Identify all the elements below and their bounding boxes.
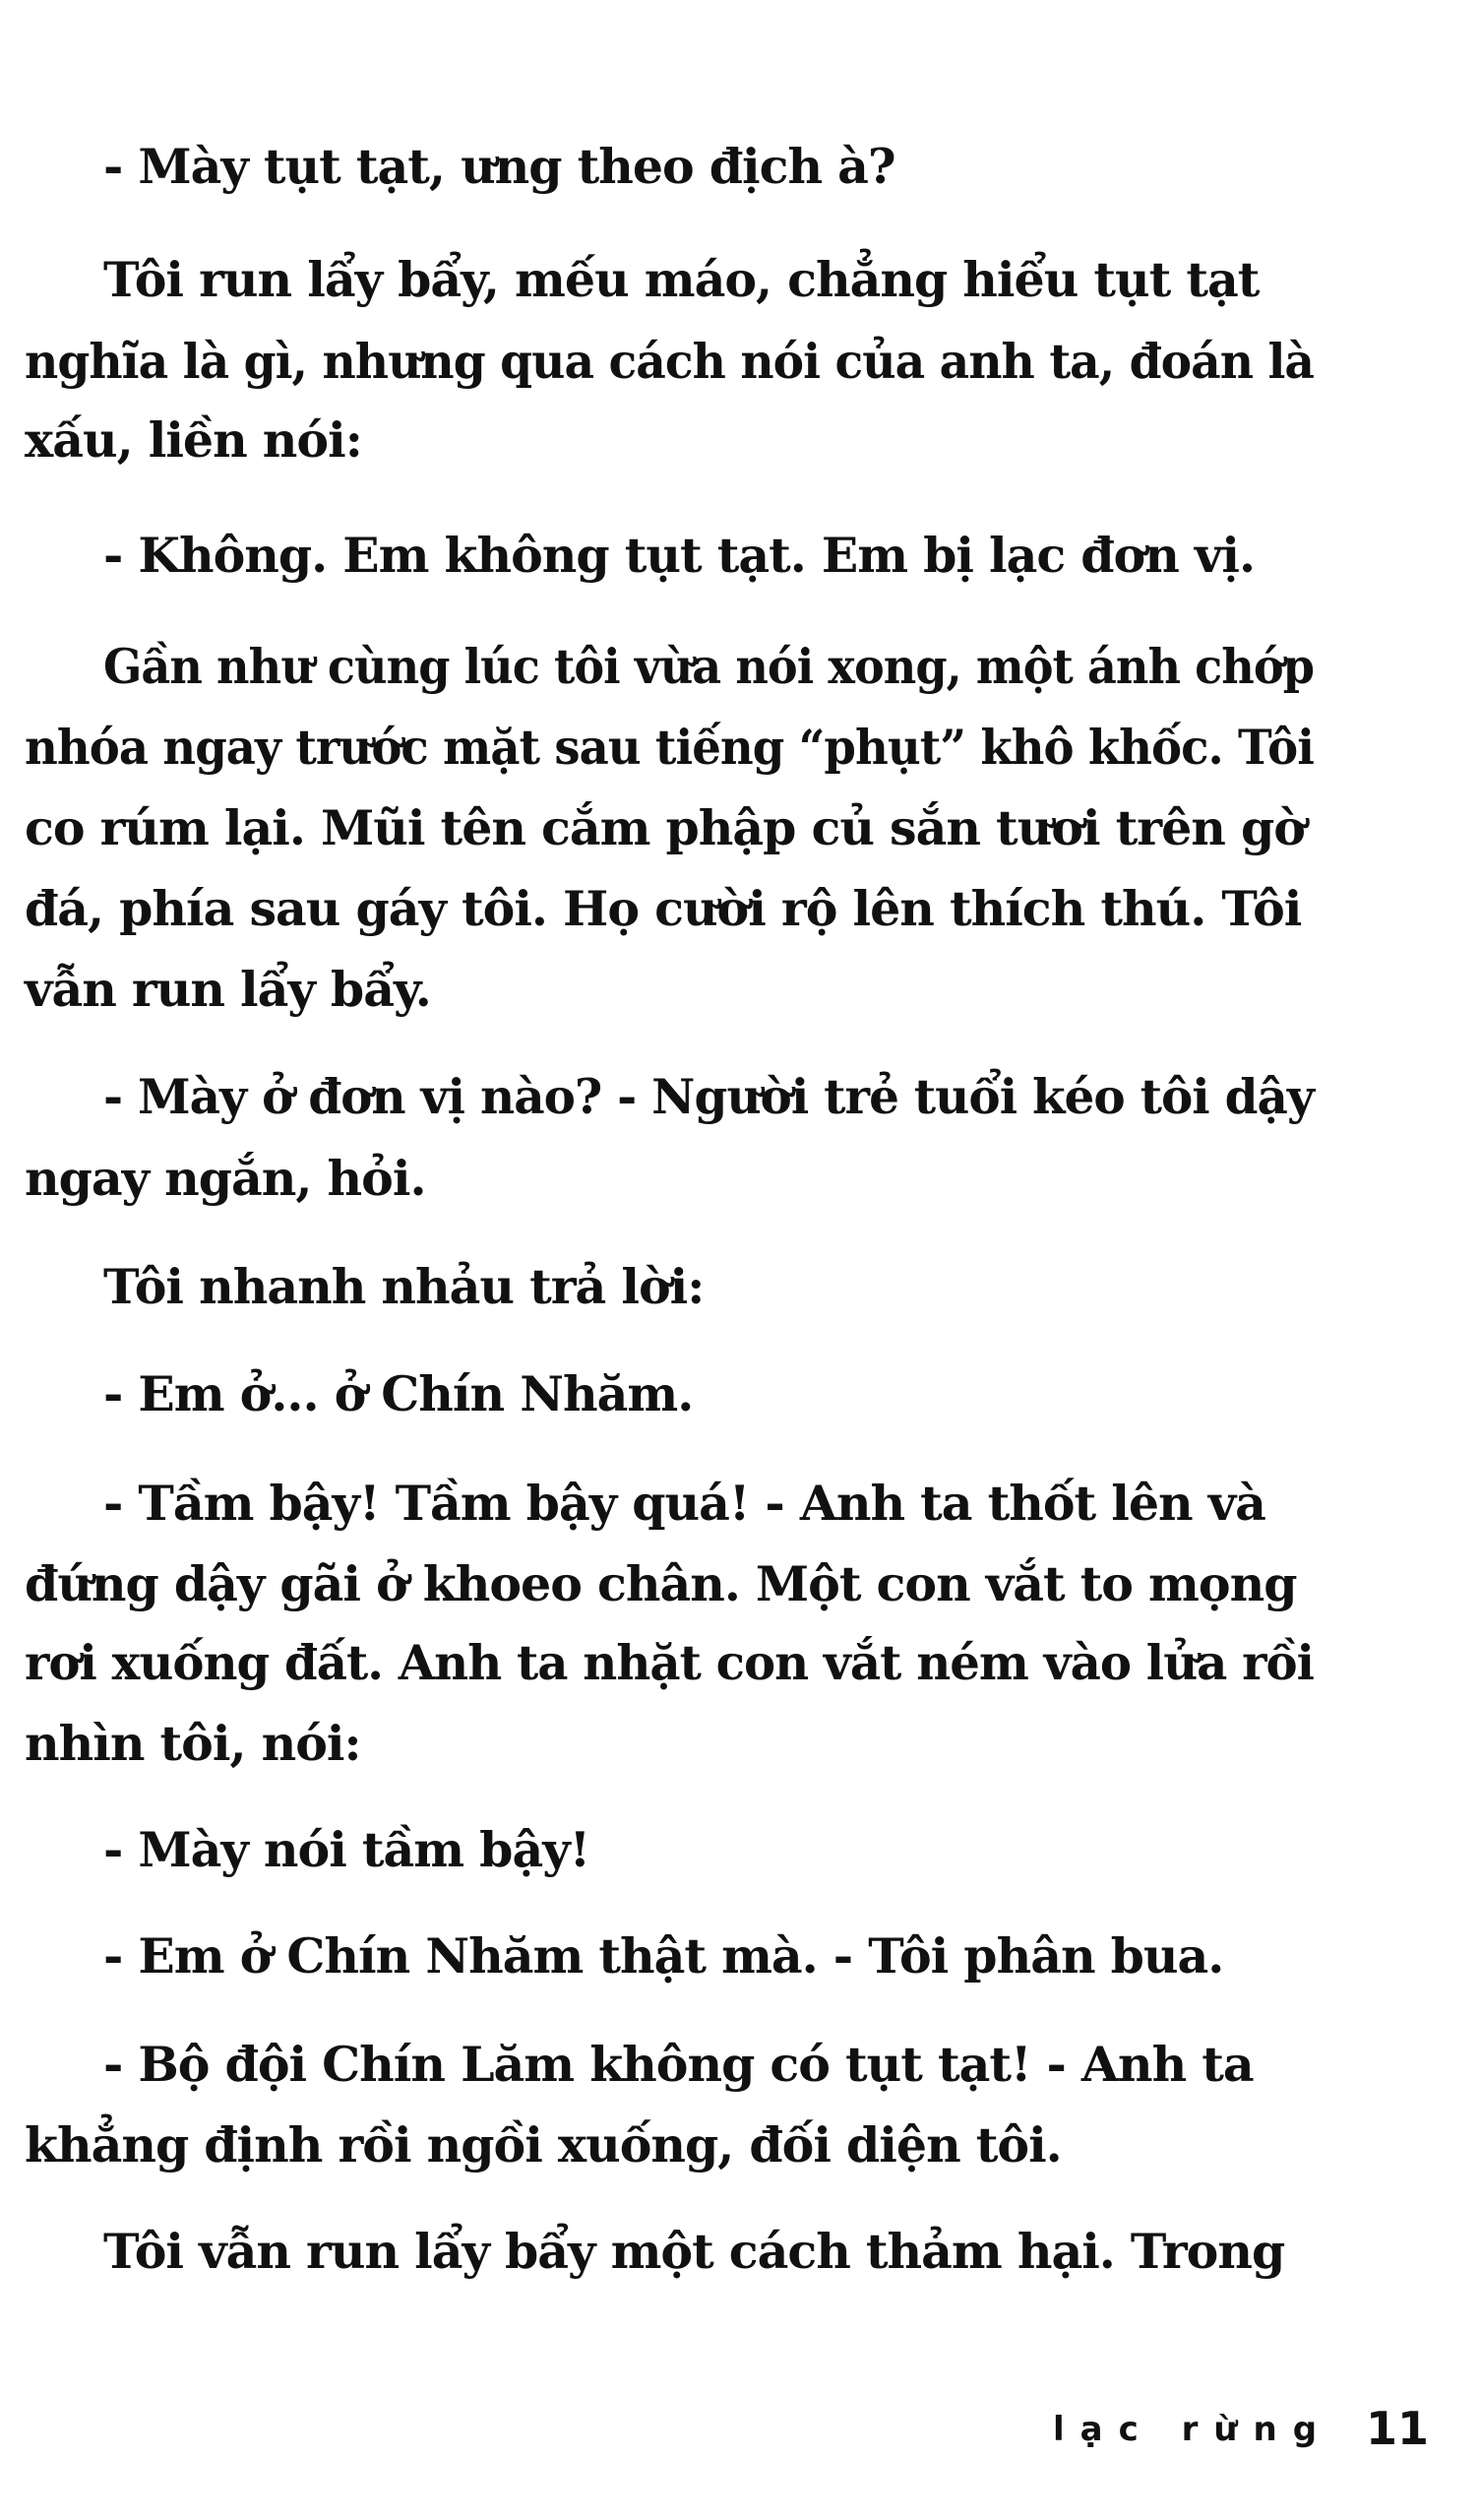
text-line: co rúm lại. Mũi tên cắm phập củ sắn tươi trên gờ <box>25 799 1305 856</box>
text-line: nhìn tôi, nói: <box>25 1715 361 1772</box>
text-line: - Bộ đội Chín Lăm không có tụt tạt! - Anh ta <box>103 2036 1254 2093</box>
text-line: - Không. Em không tụt tạt. Em bị lạc đơn vị. <box>103 527 1256 584</box>
text-line: - Mày ở đơn vị nào? - Người trẻ tuổi kéo tôi dậy <box>103 1068 1314 1125</box>
text-line: - Mày nói tầm bậy! <box>103 1821 590 1878</box>
text-line: - Mày tụt tạt, ưng theo địch à? <box>103 138 895 195</box>
running-footer-title: lạc rừng <box>1053 2410 1333 2449</box>
text-line: xấu, liền nói: <box>25 411 362 469</box>
page-number: 11 <box>1366 2402 1430 2455</box>
text-line: - Em ở Chín Nhăm thật mà. - Tôi phân bua. <box>103 1927 1224 1984</box>
text-line: Tôi nhanh nhảu trả lời: <box>103 1258 705 1315</box>
text-line: Gần như cùng lúc tôi vừa nói xong, một ánh chớp <box>103 638 1314 695</box>
text-line: vẫn run lẩy bẩy. <box>25 961 431 1018</box>
text-line: nghĩa là gì, nhưng qua cách nói của anh ta, đoán là <box>25 333 1314 390</box>
text-line: ngay ngắn, hỏi. <box>25 1150 426 1207</box>
text-line: đứng dậy gãi ở khoeo chân. Một con vắt to mọng <box>25 1555 1297 1612</box>
text-line: khẳng định rồi ngồi xuống, đối diện tôi. <box>25 2116 1062 2174</box>
text-line: đá, phía sau gáy tôi. Họ cười rộ lên thích thú. Tôi <box>25 880 1302 937</box>
text-line: rơi xuống đất. Anh ta nhặt con vắt ném vào lửa rồi <box>25 1634 1314 1691</box>
text-line: - Tầm bậy! Tầm bậy quá! - Anh ta thốt lên và <box>103 1475 1265 1532</box>
text-line: - Em ở... ở Chín Nhăm. <box>103 1365 694 1422</box>
text-line: Tôi run lẩy bẩy, mếu máo, chẳng hiểu tụt tạt <box>103 251 1260 308</box>
text-line: nhóa ngay trước mặt sau tiếng “phụt” khô khốc. Tôi <box>25 719 1314 776</box>
text-line: Tôi vẫn run lẩy bẩy một cách thảm hại. Trong <box>103 2223 1285 2280</box>
